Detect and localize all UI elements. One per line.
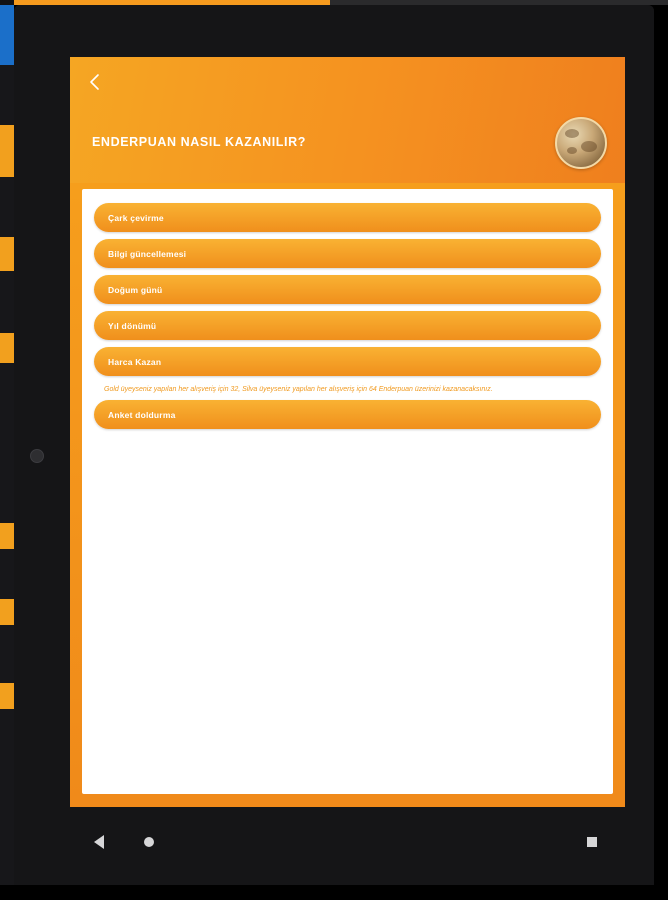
chevron-left-icon (89, 73, 101, 91)
screen-bottom-strip (0, 885, 668, 900)
list-item-label: Doğum günü (108, 284, 163, 295)
android-navigation-bar (14, 807, 654, 885)
list-item[interactable] (94, 203, 601, 232)
circle-home-icon (144, 837, 154, 847)
background-app-edge-strip (0, 0, 14, 900)
square-recents-icon (587, 837, 597, 847)
nav-recents-button[interactable] (579, 829, 605, 855)
list-item-expanded[interactable] (94, 347, 601, 376)
tablet-device-frame (14, 5, 654, 885)
list-item-label: Harca Kazan (108, 356, 162, 367)
app-viewport (70, 57, 625, 807)
nav-buttons (14, 821, 654, 861)
back-button[interactable] (80, 67, 110, 97)
list-item-detail: Gold üyeyseniz yapılan her alışveriş için 32, Silva üyeyseniz yapılan her alışveriş için 64 Enderpuan üzerinizi kazanacaksınız. (104, 386, 493, 393)
list-item[interactable] (94, 311, 601, 340)
list-item[interactable] (94, 275, 601, 304)
list-item[interactable] (94, 239, 601, 268)
page-title: ENDERPUAN NASIL KAZANILIR? (92, 135, 306, 149)
camera-icon (30, 449, 44, 463)
avatar[interactable] (555, 117, 607, 169)
app-header (70, 57, 625, 183)
list-item[interactable] (94, 400, 601, 429)
triangle-back-icon (94, 835, 104, 849)
list-item-label: Anket doldurma (108, 409, 176, 420)
nav-back-button[interactable] (86, 829, 112, 855)
nav-home-button[interactable] (136, 829, 162, 855)
content-card (82, 189, 613, 794)
list-item-label: Yıl dönümü (108, 320, 157, 331)
list-item-label: Bilgi güncellemesi (108, 248, 187, 259)
earn-points-list (82, 189, 613, 429)
list-item-label: Çark çevirme (108, 212, 164, 223)
